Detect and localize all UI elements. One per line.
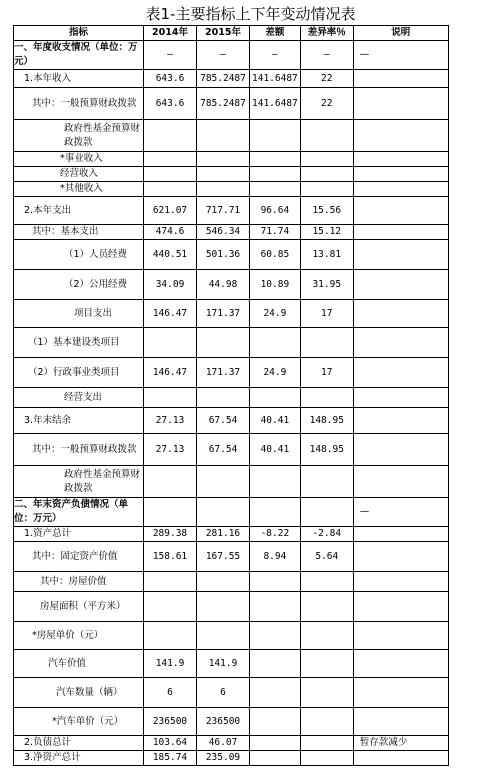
cell-notes	[353, 120, 448, 152]
cell-value-2014	[144, 572, 197, 592]
cell-difference: 141.6487	[250, 88, 301, 120]
cell-difference	[250, 182, 301, 197]
cell-value-2014: 6	[144, 678, 197, 708]
table-row	[14, 152, 449, 167]
cell-notes	[353, 650, 448, 678]
cell-value-2014	[144, 152, 197, 167]
table-row	[14, 88, 449, 120]
cell-notes: —	[353, 498, 448, 527]
cell-notes	[353, 408, 448, 434]
cell-value-2015: 717.71	[197, 197, 250, 225]
header-2015: 2015年	[197, 26, 250, 41]
cell-notes	[353, 622, 448, 650]
row-label: 其中：房屋价值	[14, 572, 144, 592]
cell-value-2014: 146.47	[144, 300, 197, 328]
cell-value-2015	[197, 388, 250, 408]
cell-difference-rate	[300, 650, 353, 678]
cell-value-2015	[197, 466, 250, 498]
cell-difference-rate	[300, 736, 353, 751]
cell-value-2015	[197, 572, 250, 592]
cell-value-2014	[144, 182, 197, 197]
cell-value-2014: 643.6	[144, 88, 197, 120]
cell-difference-rate	[300, 466, 353, 498]
cell-difference: 10.89	[250, 270, 301, 300]
row-label: 汽车价值	[14, 650, 144, 678]
cell-difference: 8.94	[250, 542, 301, 572]
cell-difference: -8.22	[250, 527, 301, 542]
cell-difference	[250, 622, 301, 650]
cell-difference	[250, 572, 301, 592]
cell-notes	[353, 152, 448, 167]
cell-value-2014: 158.61	[144, 542, 197, 572]
cell-notes: —	[353, 41, 448, 70]
header-difference: 差额	[250, 26, 301, 41]
table-row	[14, 358, 449, 388]
cell-difference-rate	[300, 622, 353, 650]
row-label: 房屋面积（平方米）	[14, 592, 144, 622]
row-label: （1）基本建设类项目	[14, 328, 144, 358]
cell-notes	[353, 70, 448, 88]
cell-notes	[353, 300, 448, 328]
cell-notes	[353, 592, 448, 622]
cell-difference-rate	[300, 328, 353, 358]
cell-difference	[250, 167, 301, 182]
cell-difference: 60.85	[250, 240, 301, 270]
cell-difference-rate	[300, 708, 353, 736]
cell-value-2015: 785.2487	[197, 88, 250, 120]
table-row	[14, 328, 449, 358]
row-label: 3.年末结余	[14, 408, 144, 434]
header-difference-rate: 差异率％	[300, 26, 353, 41]
cell-difference	[250, 708, 301, 736]
row-label: （1）人员经费	[14, 240, 144, 270]
cell-difference-rate: 17	[300, 300, 353, 328]
header-notes: 说明	[353, 26, 448, 41]
cell-difference-rate	[300, 152, 353, 167]
cell-difference: 24.9	[250, 358, 301, 388]
cell-value-2015	[197, 622, 250, 650]
row-label: 政府性基金预算财政拨款	[14, 120, 144, 152]
table-row	[14, 650, 449, 678]
cell-notes	[353, 197, 448, 225]
row-label: 经营收入	[14, 167, 144, 182]
cell-value-2015: 501.36	[197, 240, 250, 270]
cell-value-2014: 621.07	[144, 197, 197, 225]
row-label: 1.资产总计	[14, 527, 144, 542]
cell-value-2015	[197, 182, 250, 197]
cell-value-2014: 103.64	[144, 736, 197, 751]
cell-difference: 96.64	[250, 197, 301, 225]
cell-value-2014	[144, 498, 197, 527]
cell-value-2014: 643.6	[144, 70, 197, 88]
cell-value-2015: 67.54	[197, 434, 250, 466]
cell-notes	[353, 708, 448, 736]
cell-value-2014: —	[144, 41, 197, 70]
cell-value-2014	[144, 622, 197, 650]
cell-difference-rate: 148.95	[300, 434, 353, 466]
table-row	[14, 270, 449, 300]
cell-difference-rate	[300, 572, 353, 592]
cell-notes	[353, 527, 448, 542]
table-row	[14, 408, 449, 434]
cell-value-2015: 785.2487	[197, 70, 250, 88]
cell-notes	[353, 328, 448, 358]
cell-value-2015	[197, 498, 250, 527]
cell-difference-rate: 22	[300, 88, 353, 120]
cell-difference-rate: —	[300, 41, 353, 70]
row-label: 一、年度收支情况（单位：万元）	[14, 41, 144, 70]
table-row	[14, 708, 449, 736]
cell-value-2015: 236500	[197, 708, 250, 736]
cell-notes	[353, 225, 448, 240]
row-label: （2）公用经费	[14, 270, 144, 300]
cell-value-2015: 546.34	[197, 225, 250, 240]
cell-difference-rate: 22	[300, 70, 353, 88]
table-row	[14, 527, 449, 542]
cell-difference-rate: 13.81	[300, 240, 353, 270]
row-label: 项目支出	[14, 300, 144, 328]
cell-difference	[250, 751, 301, 766]
cell-value-2015: 141.9	[197, 650, 250, 678]
cell-difference-rate: 148.95	[300, 408, 353, 434]
table-row	[14, 197, 449, 225]
cell-difference	[250, 328, 301, 358]
cell-difference: 24.9	[250, 300, 301, 328]
row-label: *事业收入	[14, 152, 144, 167]
cell-notes	[353, 240, 448, 270]
cell-notes	[353, 182, 448, 197]
table-row	[14, 300, 449, 328]
table-row	[14, 70, 449, 88]
row-label: *汽车单价（元）	[14, 708, 144, 736]
cell-value-2015: 171.37	[197, 300, 250, 328]
table-row	[14, 572, 449, 592]
cell-value-2015: 167.55	[197, 542, 250, 572]
row-label: 2.负债总计	[14, 736, 144, 751]
row-label: 其中：固定资产价值	[14, 542, 144, 572]
cell-difference	[250, 736, 301, 751]
cell-notes	[353, 572, 448, 592]
table-title: 表1-主要指标上下年变动情况表	[145, 5, 356, 23]
table-row	[14, 388, 449, 408]
table-body	[14, 41, 449, 766]
table-row	[14, 751, 449, 766]
cell-notes	[353, 678, 448, 708]
cell-notes: 暂存款减少	[353, 736, 448, 751]
cell-value-2015	[197, 592, 250, 622]
cell-value-2014: 27.13	[144, 434, 197, 466]
cell-difference	[250, 152, 301, 167]
cell-value-2014	[144, 328, 197, 358]
cell-difference	[250, 592, 301, 622]
row-label: 其中：基本支出	[14, 225, 144, 240]
cell-difference-rate: 31.95	[300, 270, 353, 300]
cell-notes	[353, 270, 448, 300]
cell-difference-rate	[300, 120, 353, 152]
cell-value-2015: 67.54	[197, 408, 250, 434]
cell-difference-rate	[300, 678, 353, 708]
cell-difference-rate	[300, 182, 353, 197]
cell-difference-rate	[300, 498, 353, 527]
row-label: 政府性基金预算财政拨款	[14, 466, 144, 498]
cell-difference: 40.41	[250, 408, 301, 434]
cell-difference-rate	[300, 167, 353, 182]
cell-value-2015: 171.37	[197, 358, 250, 388]
table-row	[14, 167, 449, 182]
table-row	[14, 225, 449, 240]
cell-value-2015: 235.09	[197, 751, 250, 766]
cell-difference: 71.74	[250, 225, 301, 240]
cell-value-2014	[144, 592, 197, 622]
row-label: *房屋单价（元）	[14, 622, 144, 650]
cell-value-2015	[197, 120, 250, 152]
row-label: （2）行政事业类项目	[14, 358, 144, 388]
indicator-table	[13, 25, 449, 766]
cell-difference-rate: -2.84	[300, 527, 353, 542]
row-label: *其他收入	[14, 182, 144, 197]
header-2014: 2014年	[144, 26, 197, 41]
cell-difference: 141.6487	[250, 70, 301, 88]
row-label: 2.本年支出	[14, 197, 144, 225]
cell-value-2014: 440.51	[144, 240, 197, 270]
table-row	[14, 182, 449, 197]
cell-value-2014	[144, 120, 197, 152]
cell-value-2015	[197, 328, 250, 358]
row-label: 汽车数量（辆）	[14, 678, 144, 708]
cell-value-2015: 6	[197, 678, 250, 708]
header-indicator: 指标	[14, 26, 144, 41]
cell-value-2014: 289.38	[144, 527, 197, 542]
table-row	[14, 41, 449, 70]
table-row	[14, 120, 449, 152]
cell-difference-rate	[300, 751, 353, 766]
cell-value-2014	[144, 388, 197, 408]
row-label: 其中：一般预算财政拨款	[14, 434, 144, 466]
cell-value-2015: —	[197, 41, 250, 70]
cell-difference: —	[250, 41, 301, 70]
cell-notes	[353, 88, 448, 120]
cell-notes	[353, 388, 448, 408]
cell-value-2014: 34.09	[144, 270, 197, 300]
cell-value-2015: 44.98	[197, 270, 250, 300]
cell-value-2015	[197, 152, 250, 167]
cell-difference-rate: 5.64	[300, 542, 353, 572]
table-row	[14, 240, 449, 270]
cell-notes	[353, 434, 448, 466]
cell-notes	[353, 542, 448, 572]
row-label: 经营支出	[14, 388, 144, 408]
cell-difference-rate: 17	[300, 358, 353, 388]
cell-difference	[250, 388, 301, 408]
cell-value-2014: 236500	[144, 708, 197, 736]
table-row	[14, 622, 449, 650]
table-row	[14, 542, 449, 572]
cell-difference-rate	[300, 388, 353, 408]
cell-value-2014: 185.74	[144, 751, 197, 766]
cell-value-2015	[197, 167, 250, 182]
row-label: 1.本年收入	[14, 70, 144, 88]
cell-difference	[250, 466, 301, 498]
cell-value-2014: 141.9	[144, 650, 197, 678]
table-row	[14, 736, 449, 751]
cell-value-2014: 27.13	[144, 408, 197, 434]
cell-notes	[353, 167, 448, 182]
cell-difference	[250, 498, 301, 527]
cell-difference	[250, 678, 301, 708]
table-row	[14, 434, 449, 466]
cell-value-2015: 281.16	[197, 527, 250, 542]
cell-difference	[250, 650, 301, 678]
cell-notes	[353, 358, 448, 388]
cell-difference-rate: 15.12	[300, 225, 353, 240]
cell-notes	[353, 751, 448, 766]
row-label: 3.净资产总计	[14, 751, 144, 766]
cell-difference-rate	[300, 592, 353, 622]
row-label: 其中：一般预算财政拨款	[14, 88, 144, 120]
cell-value-2014: 146.47	[144, 358, 197, 388]
row-label: 二、年末资产负债情况（单位：万元）	[14, 498, 144, 527]
cell-value-2014: 474.6	[144, 225, 197, 240]
cell-difference-rate: 15.56	[300, 197, 353, 225]
cell-value-2015: 46.07	[197, 736, 250, 751]
header-row	[14, 26, 449, 41]
cell-value-2014	[144, 466, 197, 498]
cell-difference	[250, 120, 301, 152]
table-row	[14, 592, 449, 622]
table-row	[14, 498, 449, 527]
cell-difference: 40.41	[250, 434, 301, 466]
cell-notes	[353, 466, 448, 498]
cell-value-2014	[144, 167, 197, 182]
table-row	[14, 466, 449, 498]
table-row	[14, 678, 449, 708]
